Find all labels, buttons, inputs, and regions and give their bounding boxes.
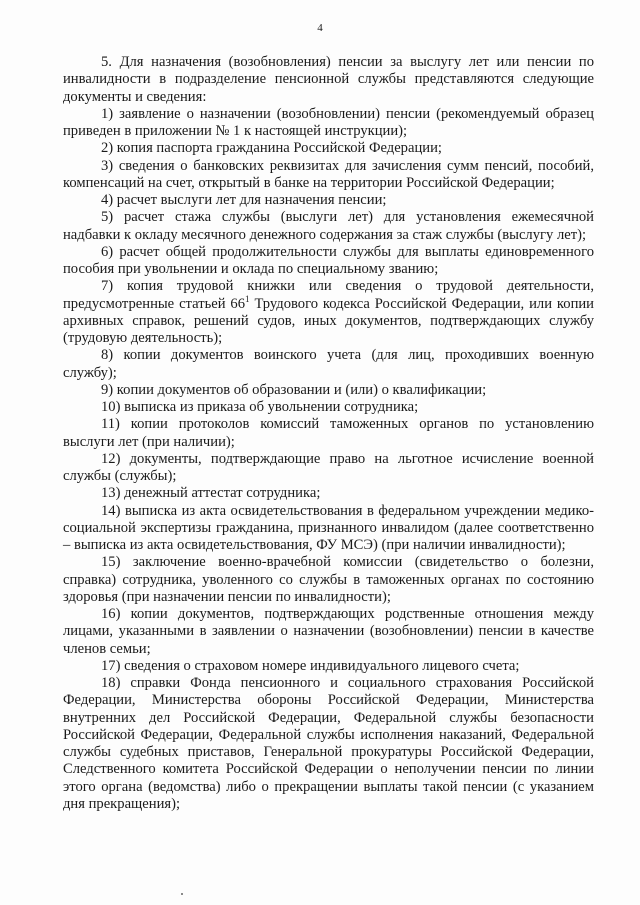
list-item-18: 18) справки Фонда пенсионного и социального страхования Российской Федерации, Министерства обороны Российской Федерации, Министерства внутренних дел Российской Федерации, Федеральной службы безопасности Российской Федерации, Федеральной службы исполнения наказаний, Федеральной службы судебных приставов, Генеральной прокуратуры Российской Федерации, Следственного комитета Российской Федерации о неполучении пенсии по линии этого органа (ведомства) либо о прекращении выплаты такой пенсии (с указанием дня прекращения);: [63, 675, 594, 812]
list-item-4: 4) расчет выслуги лет для назначения пенсии;: [101, 192, 387, 208]
list-item-9: 9) копии документов об образовании и (или) о квалификации;: [101, 381, 487, 398]
document-body: [63, 54, 594, 813]
list-item-13: 13) денежный аттестат сотрудника;: [101, 485, 321, 502]
page-number: 4: [317, 22, 323, 34]
list-item-2: 2) копия паспорта гражданина Российской Федерации;: [101, 140, 442, 157]
list-item-7-text: 7) копия трудовой книжки или сведения о трудовой деятельности, предусмотренные статьей 66: [63, 278, 594, 312]
list-item-5: 5) расчет стажа службы (выслуги лет) для установления ежемесячной надбавки к окладу месячного денежного содержания за стаж службы (выслугу лет);: [63, 209, 594, 243]
scan-speck: [181, 893, 183, 895]
list-item-8: 8) копии документов воинского учета (для лиц, проходивших военную службу);: [63, 347, 594, 381]
paragraph-clause-5: 5. Для назначения (возобновления) пенсии за выслугу лет или пенсии по инвалидности в подразделение пенсионной службы представляются следующие документы и сведения:: [63, 54, 594, 105]
list-item-14: 14) выписка из акта освидетельствования в федеральном учреждении медико-социальной экспертизы гражданина, признанного инвалидом (далее соответственно – выписка из акта освидетельствования, ФУ МСЭ) (при наличии инвалидности);: [63, 502, 594, 553]
list-item-15: 15) заключение военно-врачебной комиссии (свидетельство о болезни, справка) сотрудника, уволенного со службы в таможенных органах по состоянию здоровья (при назначении пенсии по инвалидности);: [63, 554, 594, 605]
list-item-7: [63, 278, 594, 347]
list-item-17: 17) сведения о страховом номере индивидуального лицевого счета;: [101, 657, 520, 674]
list-item-1: 1) заявление о назначении (возобновлении) пенсии (рекомендуемый образец приведен в приложении № 1 к настоящей инструкции);: [63, 105, 594, 139]
list-item-11: 11) копии протоколов комиссий таможенных органов по установлению выслуги лет (при наличии);: [63, 416, 594, 450]
list-item-12: 12) документы, подтверждающие право на льготное исчисление военной службы (службы);: [63, 450, 594, 484]
list-item-6: 6) расчет общей продолжительности службы для выплаты единовременного пособия при увольнении и оклада по специальному званию;: [63, 243, 594, 277]
list-item-10: 10) выписка из приказа об увольнении сотрудника;: [101, 399, 419, 415]
list-item-7-text-rest: Трудового кодекса Российской Федерации, или копии архивных справок, решений судов, иных документов, подтверждающих службу (трудовую деятельность);: [63, 295, 594, 346]
list-item-16: 16) копии документов, подтверждающих родственные отношения между лицами, указанными в заявлении о назначении (возобновлении) пенсии в качестве членов семьи;: [63, 606, 594, 657]
article-superscript: 1: [245, 293, 250, 304]
list-item-3: 3) сведения о банковских реквизитах для зачисления сумм пенсий, пособий, компенсаций на счет, открытый в банке на территории Российской Федерации;: [63, 157, 594, 191]
